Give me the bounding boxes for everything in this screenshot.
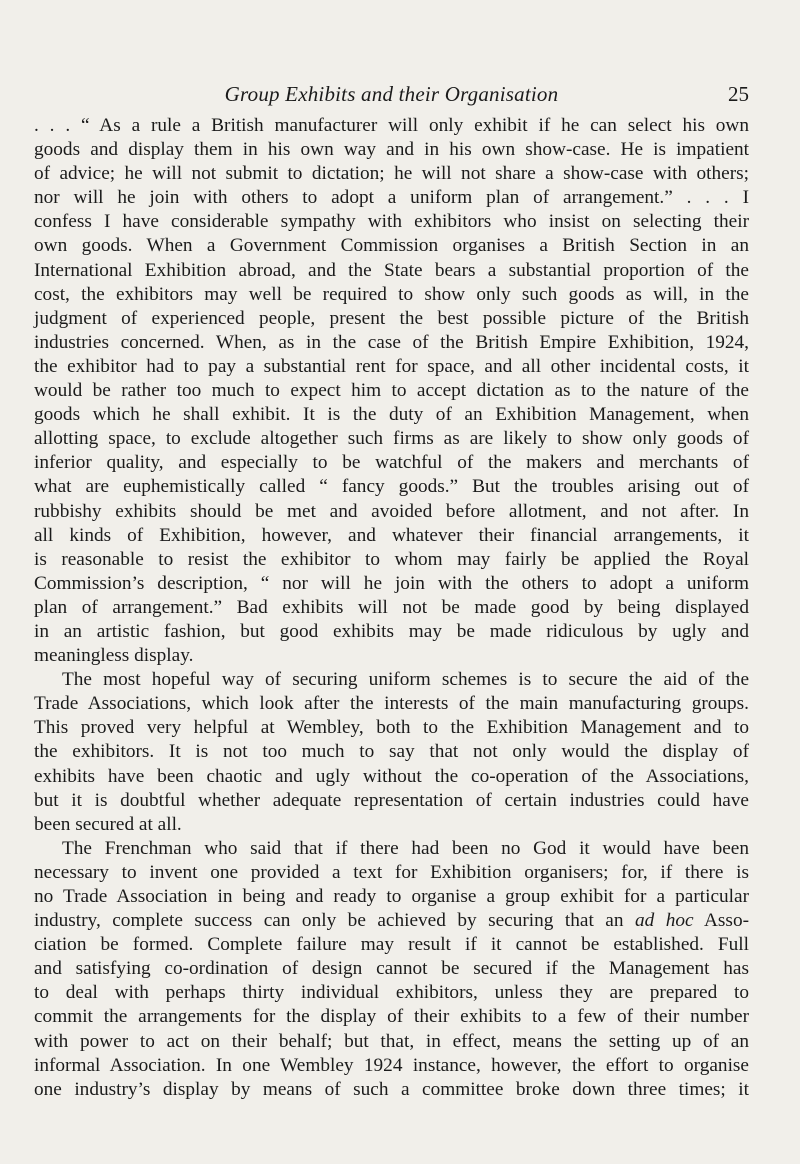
text-line: Commission’s description, “ nor will he join with the others to adopt a uniform [34, 572, 749, 594]
text-line: nor will he join with others to adopt a uniform plan of arrangement.” . . . I [34, 187, 749, 209]
text-line: would be rather too much to expect him to accept dictation as to the nature of the [34, 380, 749, 402]
text-line: plan of arrangement.” Bad exhibits will not be made good by being displayed [34, 596, 749, 618]
running-head [34, 82, 749, 112]
italic-phrase: ad hoc [634, 910, 694, 932]
text-line: the exhibitors. It is not too much to say that not only would the display of [34, 741, 749, 763]
text-line: commit the arrangements for the display of their exhibits to a few of their number [34, 1006, 749, 1028]
text-line: all kinds of Exhibition, however, and whatever their financial arrangements, it [34, 524, 749, 546]
text-line: with power to act on their behalf; but that, in effect, means the setting up of an [34, 1030, 749, 1052]
text-line: . . . “ As a rule a British manufacturer will only exhibit if he can select his own [34, 115, 749, 136]
text-line: necessary to invent one provided a text for Exhibition organisers; for, if there is [34, 861, 749, 883]
text-line: This proved very helpful at Wembley, both to the Exhibition Management and to [34, 717, 749, 739]
paragraph-2 [34, 668, 749, 837]
text-line: confess I have considerable sympathy with exhibitors who insist on selecting their [34, 211, 749, 233]
text-line: meaningless display. [34, 645, 194, 667]
text-line: exhibits have been chaotic and ugly without the co-operation of the Associations, [34, 765, 749, 787]
text-line: inferior quality, and especially to be watchful of the makers and merchants of [34, 452, 749, 474]
text-line: the exhibitor had to pay a substantial rent for space, and all other incidental costs, it [34, 355, 749, 377]
text-line: to deal with perhaps thirty individual exhibitors, unless they are prepared to [34, 982, 749, 1004]
text-line: The Frenchman who said that if there had been no God it would have been [62, 837, 749, 859]
paragraph-3 [34, 837, 749, 1102]
running-title: Group Exhibits and their Organisation [224, 82, 559, 106]
text-line: industries concerned. When, as in the case of the British Empire Exhibition, 1924, [34, 331, 749, 353]
text-line: allotting space, to exclude altogether such firms as are likely to show only goods of [34, 428, 749, 450]
text-line: been secured at all. [34, 813, 182, 835]
text-line: goods and display them in his own way and in his own show-case. He is impatient [34, 139, 749, 161]
text-line: one industry’s display by means of such a committee broke down three times; it [34, 1078, 749, 1100]
text-line: in an artistic fashion, but good exhibits may be made ridiculous by ugly and [34, 620, 749, 642]
text-line: what are euphemistically called “ fancy goods.” But the troubles arising out of [34, 476, 749, 498]
text-line: goods which he shall exhibit. It is the duty of an Exhibition Management, when [34, 404, 749, 426]
text-line: is reasonable to resist the exhibitor to whom may fairly be applied the Royal [34, 548, 749, 570]
text-line: International Exhibition abroad, and the State bears a substantial proportion of the [34, 259, 749, 281]
text-line: and satisfying co-ordination of design cannot be secured if the Management has [34, 958, 749, 980]
text-line: Trade Associations, which look after the interests of the main manufacturing groups. [34, 693, 749, 715]
paragraph-1 [34, 114, 749, 668]
text-line: own goods. When a Government Commission organises a British Section in an [34, 235, 749, 257]
text-line: ciation be formed. Complete failure may result if it cannot be established. Full [34, 934, 749, 956]
text-line: judgment of experienced people, present the best possible picture of the British [34, 307, 749, 329]
text-line: cost, the exhibitors may well be required to show only such goods as will, in the [34, 283, 749, 305]
text-line: informal Association. In one Wembley 1924 instance, however, the effort to organise [34, 1054, 749, 1076]
text-segment: industry, complete success can only be achieved by securing that an [34, 910, 635, 932]
text-line: of advice; he will not submit to dictation; he will not share a show-case with others; [34, 163, 749, 185]
body-text [34, 114, 749, 1102]
text-line: no Trade Association in being and ready to organise a group exhibit for a particular [34, 886, 749, 907]
text-line: rubbishy exhibits should be met and avoided before allotment, and not after. In [34, 500, 749, 522]
text-line: but it is doubtful whether adequate representation of certain industries could have [34, 789, 749, 811]
text-segment: Asso- [693, 910, 750, 932]
page-number: 25 [728, 82, 749, 106]
text-line-with-italic [34, 909, 749, 933]
text-line: The most hopeful way of securing uniform schemes is to secure the aid of the [62, 669, 749, 691]
